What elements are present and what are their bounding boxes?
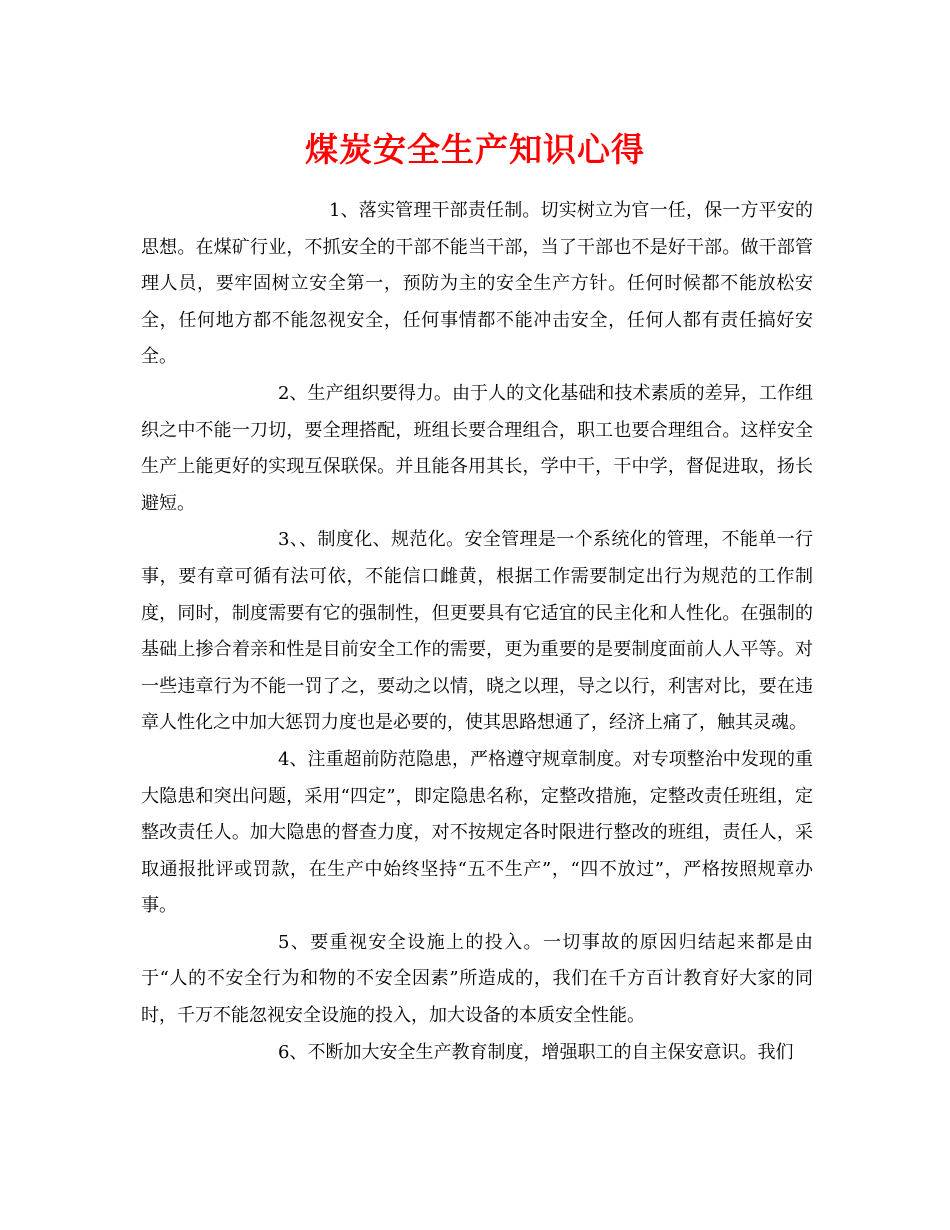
document-body [141, 193, 813, 1071]
paragraph-2: 2、生产组织要得力。由于人的文化基础和技术素质的差异，工作组织之中不能一刀切，要全理搭配，班组长要合理组合，职工也要合理组合。这样安全生产上能更好的实现互保联保。并且能各用其长，学中干，干中学，督促进取，扬长避短。 [141, 382, 813, 514]
document-title: 煤炭安全生产知识心得 [305, 130, 645, 169]
paragraph-4: 4、注重超前防范隐患，严格遵守规章制度。对专项整治中发现的重大隐患和突出问题，采用“四定”，即定隐患名称，定整改措施，定整改责任班组，定整改责任人。加大隐患的督查力度，对不按规定各时限进行整改的班组，责任人，采取通报批评或罚款，在生产中始终坚持“五不生产”，“四不放过”，严格按照规章办事。 [141, 748, 813, 917]
paragraph-6: 6、不断加大安全生产教育制度，增强职工的自主保安意识。我们 [278, 1041, 794, 1063]
paragraph-1: 1、落实管理干部责任制。切实树立为官一任，保一方平安的思想。在煤矿行业，不抓安全的干部不能当干部，当了干部也不是好干部。做干部管理人员，要牢固树立安全第一，预防为主的安全生产方针。任何时候都不能放松安全，任何地方都不能忽视安全，任何事情都不能冲击安全，任何人都有责任搞好安全。 [141, 200, 813, 368]
paragraph-3: 3、、制度化、规范化。安全管理是一个系统化的管理，不能单一行事，要有章可循有法可依，不能信口雌黄，根据工作需要制定出行为规范的工作制度，同时，制度需要有它的强制性，但更要具有它适宜的民主化和人性化。在强制的基础上掺合着亲和性是目前安全工作的需要，更为重要的是要制度面前人人平等。对一些违章行为不能一罚了之，要动之以情，晓之以理，导之以行，利害对比，要在违章人性化之中加大惩罚力度也是必要的，使其思路想通了，经济上痛了，触其灵魂。 [141, 529, 813, 734]
paragraph-5: 5、要重视安全设施上的投入。一切事故的原因归结起来都是由于“人的不安全行为和物的不安全因素”所造成的，我们在千方百计教育好大家的同时，千万不能忽视安全设施的投入，加大设备的本质安全性能。 [141, 931, 813, 1027]
